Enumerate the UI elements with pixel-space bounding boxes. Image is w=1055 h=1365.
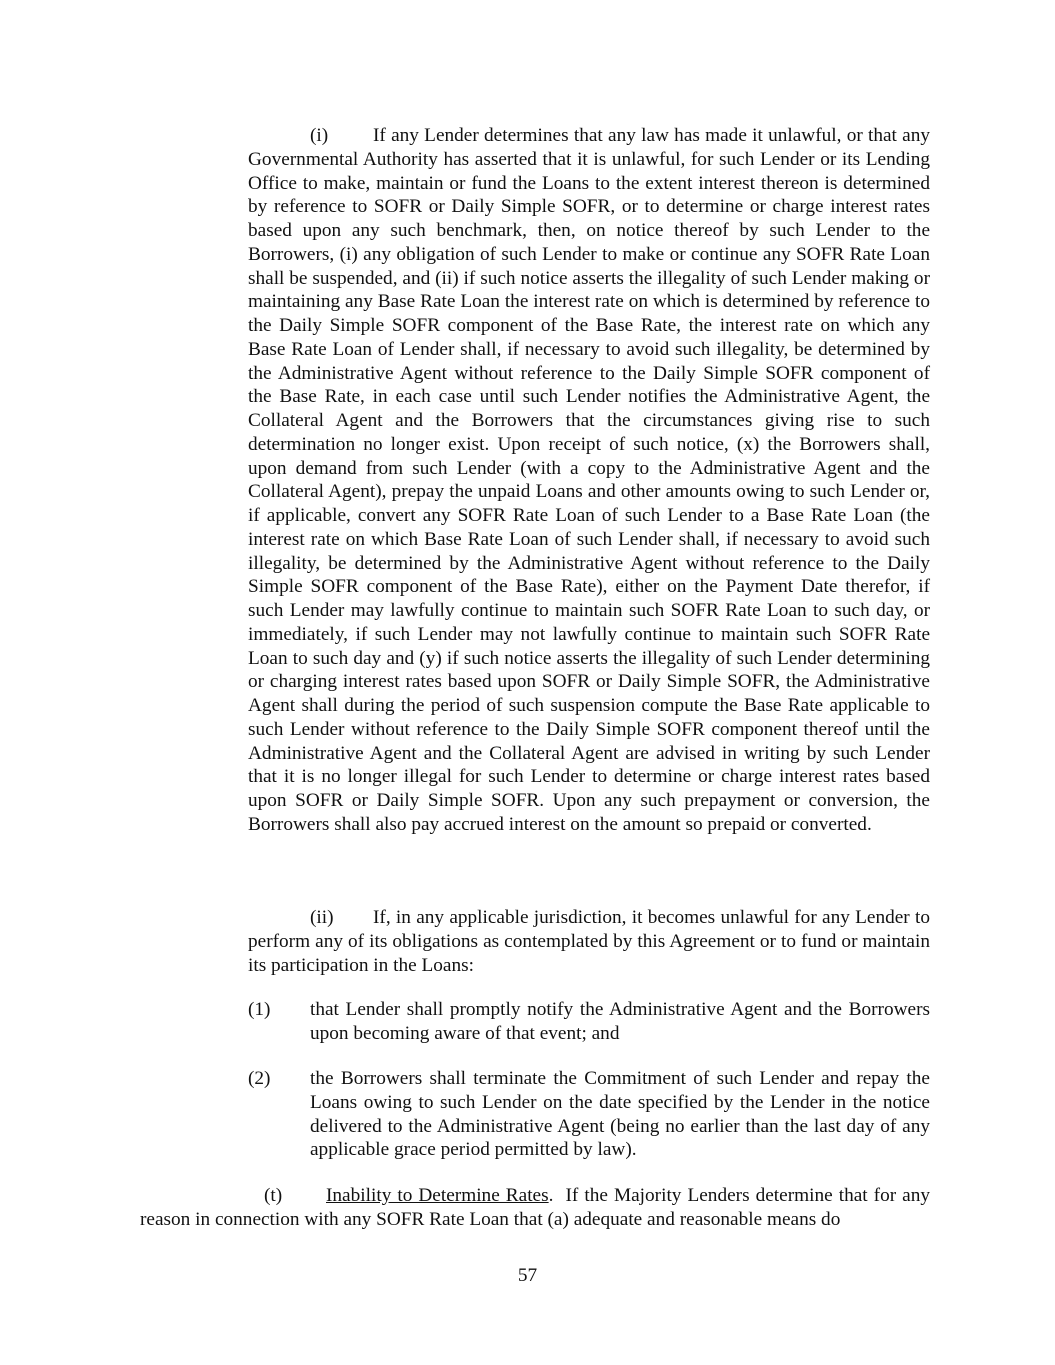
paragraph-i (248, 124, 930, 837)
paragraph-t-text: If the Majority Lenders determine that for any reason in connection with any SOFR Rate Loan that (a) adequate and reasonable means do (140, 1185, 930, 1230)
list-item (248, 1067, 930, 1162)
list-item-number: (1) (248, 999, 271, 1020)
page-number: 57 (517, 1265, 538, 1286)
section-heading-period: . (548, 1185, 554, 1206)
list-item-text: that Lender shall promptly notify the Administrative Agent and the Borrowers upon becoming aware of that event; and (310, 999, 930, 1044)
list-item-number: (2) (248, 1068, 271, 1089)
paragraph-t-number: (t) (264, 1185, 283, 1206)
paragraph-ii-text: If, in any applicable jurisdiction, it becomes unlawful for any Lender to perform any of its obligations as contemplated by this Agreement or to fund or maintain its participation in the Loans: (248, 907, 930, 976)
paragraph-i-text: If any Lender determines that any law has made it unlawful, or that any Governmental Authority has asserted that it is unlawful, for such Lender or its Lending Office to make, maintain or fund the Loans to the extent interest thereon is determined by reference to SOFR or Daily Simple SOFR, or to determine or charge interest rates based upon any such benchmark, then, on notice thereof by such Lender to the Borrowers, (i) any obligation of such Lender to make or continue any SOFR Rate Loan shall be suspended, and (ii) if such notice asserts the illegality of such Lender making or maintaining any Base Rate Loan the interest rate on which is determined by reference to the Daily Simple SOFR component of the Base Rate, the interest rate on which any Base Rate Loan of Lender shall, if necessary to avoid such illegality, be determined by the Administrative Agent without reference to the Daily Simple SOFR component of the Base Rate, in each case until such Lender notifies the Administrative Agent, the Collateral Agent and the Borrowers that the circumstances giving rise to such determination no longer exist. Upon receipt of such notice, (x) the Borrowers shall, upon demand from such Lender (with a copy to the Administrative Agent and the Collateral Agent), prepay the unpaid Loans and other amounts owing to such Lender or, if applicable, convert any SOFR Rate Loan of such Lender to a Base Rate Loan (the interest rate on which Base Rate Loan of such Lender shall, if necessary to avoid such illegality, be determined by the Administrative Agent without reference to the Daily Simple SOFR component of the Base Rate), either on the Payment Date therefor, if such Lender may lawfully continue to maintain such SOFR Rate Loan to such day, or immediately, if such Lender may not lawfully continue to maintain such SOFR Rate Loan to such day and (y) if such notice asserts the illegality of such Lender determining or charging interest rates based upon SOFR or Daily Simple SOFR, the Administrative Agent shall during the period of such suspension compute the Base Rate applicable to such Lender without reference to the Daily Simple SOFR component thereof until the Administrative Agent and the Collateral Agent are advised in writing by such Lender that it is no longer illegal for such Lender to determine or charge interest rates based upon SOFR or Daily Simple SOFR. Upon any such prepayment or conversion, the Borrowers shall also pay accrued interest on the amount so prepaid or converted. (248, 125, 930, 835)
list-item-text: the Borrowers shall terminate the Commitment of such Lender and repay the Loans owing to such Lender on the date specified by the Lender in the notice delivered to the Administrative Agent (being no earlier than the last day of any applicable grace period permitted by law). (310, 1068, 930, 1161)
section-heading: Inability to Determine Rates (326, 1185, 549, 1206)
paragraph-ii-number: (ii) (310, 907, 334, 928)
paragraph-t (140, 1184, 930, 1232)
paragraph-ii (248, 906, 930, 977)
paragraph-i-number: (i) (310, 125, 329, 146)
list-item (248, 998, 930, 1046)
